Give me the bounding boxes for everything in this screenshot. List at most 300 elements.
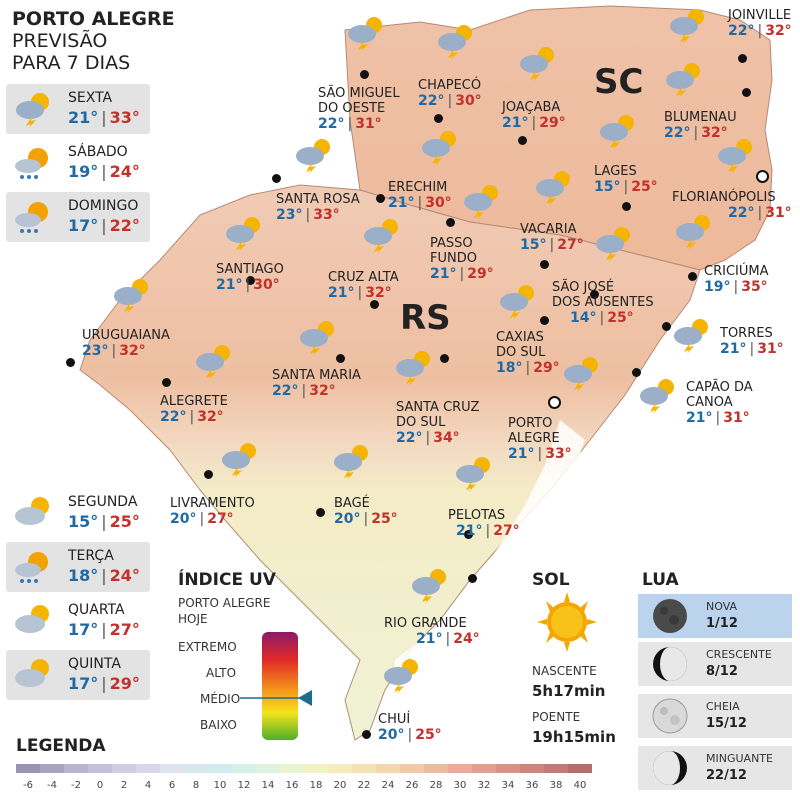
city-name: SANTIAGO [216, 262, 284, 277]
city-passo-fundo [430, 236, 494, 283]
city-temps: 20° | 27° [170, 511, 234, 527]
city-torres [720, 326, 784, 358]
sun-cloud-storm-icon [460, 182, 504, 220]
city-marker-capao-canoa [632, 368, 641, 377]
legend-color-cell [280, 764, 304, 773]
forecast-day-label: SÁBADO [68, 144, 128, 160]
city-temps: 20° | 25° [378, 727, 442, 743]
city-livramento [170, 496, 255, 528]
city-marker-vacaria [540, 260, 549, 269]
legend-tick-label: -2 [71, 780, 81, 791]
sun-cloud-icon [12, 656, 56, 694]
min-temp: 21° [508, 446, 535, 462]
max-temp: 32° [197, 409, 224, 425]
city-temps: 22° | 32° [272, 383, 336, 399]
legend-color-cell [16, 764, 40, 773]
city-temps: 21° | 27° [456, 523, 520, 539]
moon-phase-crescente [638, 642, 792, 686]
sun-cloud-storm-icon [670, 316, 714, 354]
legend-tick-label: 2 [120, 780, 128, 791]
city-name-line2: DO OESTE [318, 101, 386, 116]
city-sao-miguel-do-oeste [318, 86, 400, 133]
legend-color-cell [496, 764, 520, 773]
max-temp: 32° [765, 23, 792, 39]
legend-color-cell [136, 764, 160, 773]
city-name: FLORIANÓPOLIS [672, 190, 776, 205]
moon-phase-minguante [638, 746, 792, 790]
max-temp: 25° [415, 727, 442, 743]
city-temps: 21° | 24° [416, 631, 480, 647]
sun-cloud-storm-icon [12, 90, 56, 128]
max-temp: 31° [355, 116, 382, 132]
max-temp: 31° [723, 410, 750, 426]
min-temp: 17° [68, 674, 99, 693]
legend-tick-label: -4 [47, 780, 57, 791]
moon-phase-cheia [638, 694, 792, 738]
forecast-temps: 17° | 29° [68, 674, 140, 693]
sun-cloud-storm-icon [592, 224, 636, 262]
city-marker-porto-alegre [548, 396, 561, 409]
legend-tick-label: 10 [213, 780, 227, 791]
max-temp: 34° [433, 430, 460, 446]
min-temp: 21° [502, 115, 529, 131]
page-title [12, 8, 175, 74]
legend-tick-label: 30 [453, 780, 467, 791]
city-capao-da-canoa [686, 380, 753, 427]
legend-tick-label: 16 [285, 780, 299, 791]
forecast-temps: 17° | 27° [68, 620, 140, 639]
city-temps: 22° | 31° [728, 205, 792, 221]
city-temps: 22° | 32° [160, 409, 224, 425]
min-temp: 20° [378, 727, 405, 743]
max-temp: 29° [539, 115, 566, 131]
city-temps: 22° | 32° [664, 125, 728, 141]
legend-tick-label: 40 [573, 780, 587, 791]
legend-color-cell [232, 764, 256, 773]
city-marker-santa-maria [336, 354, 345, 363]
uv-scale-bar [240, 630, 320, 742]
city-name: CHUÍ [378, 712, 411, 727]
city-temps: 22° | 30° [418, 93, 482, 109]
title-line2: PREVISÃO [12, 30, 108, 52]
sun-cloud-storm-icon [516, 44, 560, 82]
city-cruz-alta [328, 270, 399, 302]
min-temp: 15° [594, 179, 621, 195]
min-temp: 21° [68, 108, 99, 127]
uv-subtitle-city: PORTO ALEGRE [178, 596, 271, 610]
sun-cloud-storm-icon [532, 168, 576, 206]
forecast-temps: 21° | 33° [68, 108, 140, 127]
city-temps: 21° | 31° [686, 410, 750, 426]
city-marker-livramento [204, 470, 213, 479]
uv-level-alto: ALTO [206, 666, 237, 680]
legend-tick-label: 34 [501, 780, 515, 791]
legend-tick-label: 26 [405, 780, 419, 791]
city-marker-joinville [738, 54, 747, 63]
city-marker-joacaba [518, 136, 527, 145]
city-name: TORRES [720, 326, 773, 341]
city-name: CRICIÚMA [704, 264, 769, 279]
max-temp: 24° [109, 566, 140, 585]
legend-color-cell [88, 764, 112, 773]
min-temp: 23° [82, 343, 109, 359]
city-marker-alegrete [162, 378, 171, 387]
max-temp: 27° [493, 523, 520, 539]
legend-tick-label: 8 [192, 780, 200, 791]
moon-phase-date: 22/12 [706, 768, 747, 783]
city-santa-rosa [276, 192, 360, 224]
city-name: SÃO JOSÉ [552, 280, 615, 295]
city-name: CAPÃO DA [686, 380, 753, 395]
min-temp: 21° [430, 266, 457, 282]
legend-tick-label: 36 [525, 780, 539, 791]
city-name: BLUMENAU [664, 110, 737, 125]
sun-cloud-rain-icon [12, 144, 56, 182]
sun-icon [532, 590, 602, 654]
last-quarter-moon-icon [652, 750, 688, 786]
legend-color-cell [304, 764, 328, 773]
max-temp: 31° [765, 205, 792, 221]
sun-cloud-storm-icon [222, 214, 266, 252]
first-quarter-moon-icon [652, 646, 688, 682]
max-temp: 30° [253, 277, 280, 293]
legend-color-cell [208, 764, 232, 773]
city-temps: 18° | 29° [496, 360, 560, 376]
min-temp: 21° [686, 410, 713, 426]
city-name: ERECHIM [388, 180, 448, 195]
city-joacaba [502, 100, 566, 132]
city-temps: 21° | 32° [328, 285, 392, 301]
city-marker-sao-miguel [360, 70, 369, 79]
city-name: SÃO MIGUEL [318, 86, 400, 101]
city-name-line2: DO SUL [496, 345, 546, 360]
legend-tick-label: 38 [549, 780, 563, 791]
city-lages [594, 164, 658, 196]
city-name: ALEGRETE [160, 394, 228, 409]
min-temp: 22° [728, 205, 755, 221]
city-chapeco [418, 78, 482, 110]
min-temp: 22° [664, 125, 691, 141]
city-temps: 22° | 34° [396, 430, 460, 446]
city-name: CRUZ ALTA [328, 270, 399, 285]
forecast-temps: 18° | 24° [68, 566, 140, 585]
max-temp: 25° [371, 511, 398, 527]
city-rio-grande [384, 616, 480, 648]
title-city: PORTO ALEGRE [12, 8, 175, 30]
forecast-day-label: SEXTA [68, 90, 113, 106]
min-temp: 20° [170, 511, 197, 527]
forecast-temps: 19° | 24° [68, 162, 140, 181]
city-temps: 23° | 33° [276, 207, 340, 223]
sun-cloud-storm-icon [292, 136, 336, 174]
legend-tick-label: 14 [261, 780, 275, 791]
legend-color-cell [184, 764, 208, 773]
moon-phase-name: MINGUANTE [706, 752, 773, 765]
legend-color-cell [112, 764, 136, 773]
min-temp: 23° [276, 207, 303, 223]
city-name-line2: DO SUL [396, 415, 446, 430]
legend-tick-label: 20 [333, 780, 347, 791]
forecast-day-label: SEGUNDA [68, 494, 138, 510]
city-marker-caxias [540, 316, 549, 325]
sun-cloud-icon [12, 602, 56, 640]
city-chui [378, 712, 442, 744]
sun-cloud-storm-icon [452, 454, 496, 492]
forecast-day-label: TERÇA [68, 548, 114, 564]
max-temp: 33° [545, 446, 572, 462]
city-name: CHAPECÓ [418, 78, 482, 93]
sunset-label: POENTE [532, 710, 581, 724]
city-temps: 22° | 31° [318, 116, 382, 132]
max-temp: 31° [757, 341, 784, 357]
legend-color-cell [64, 764, 88, 773]
max-temp: 25° [109, 512, 140, 531]
city-temps: 22° | 32° [728, 23, 792, 39]
sun-cloud-storm-icon [296, 318, 340, 356]
max-temp: 25° [607, 310, 634, 326]
legend-color-cell [544, 764, 568, 773]
max-temp: 33° [313, 207, 340, 223]
city-name: CAXIAS [496, 330, 544, 345]
min-temp: 18° [68, 566, 99, 585]
min-temp: 22° [728, 23, 755, 39]
moon-phase-date: 8/12 [706, 664, 738, 679]
city-temps: 21° | 29° [502, 115, 566, 131]
min-temp: 17° [68, 216, 99, 235]
city-marker-torres [662, 322, 671, 331]
max-temp: 24° [109, 162, 140, 181]
min-temp: 22° [272, 383, 299, 399]
city-name: PASSO [430, 236, 473, 251]
forecast-day-label: QUINTA [68, 656, 121, 672]
city-marker-bage [316, 508, 325, 517]
max-temp: 32° [309, 383, 336, 399]
city-marker-santa-rosa [272, 174, 281, 183]
city-florianopolis [672, 190, 792, 222]
city-santiago [216, 262, 284, 294]
city-uruguaiana [82, 328, 170, 360]
moon-phase-name: CRESCENTE [706, 648, 772, 661]
min-temp: 21° [720, 341, 747, 357]
sunrise-label: NASCENTE [532, 664, 597, 678]
sun-cloud-storm-icon [330, 442, 374, 480]
sun-cloud-rain-icon [12, 198, 56, 236]
city-marker-criciuma [688, 272, 697, 281]
sunrise-time: 5h17min [532, 682, 606, 700]
sun-cloud-rain-icon [12, 548, 56, 586]
max-temp: 29° [533, 360, 560, 376]
sun-cloud-storm-icon [192, 342, 236, 380]
legend-tick-label: 24 [381, 780, 395, 791]
moon-phase-name: NOVA [706, 600, 738, 613]
legend-color-cell [256, 764, 280, 773]
city-name: VACARIA [520, 222, 577, 237]
city-santa-maria [272, 368, 361, 400]
city-pelotas [448, 508, 520, 540]
uv-title: ÍNDICE UV [178, 570, 276, 590]
city-temps: 14° | 25° [570, 310, 634, 326]
min-temp: 19° [704, 279, 731, 295]
sun-cloud-storm-icon [408, 566, 452, 604]
moon-phase-name: CHEIA [706, 700, 740, 713]
city-temps: 23° | 32° [82, 343, 146, 359]
max-temp: 35° [741, 279, 768, 295]
new-moon-icon [652, 598, 688, 634]
sun-cloud-storm-icon [110, 276, 154, 314]
sun-cloud-storm-icon [360, 216, 404, 254]
legend-tick-label: 32 [477, 780, 491, 791]
legend-color-cell [400, 764, 424, 773]
city-name: RIO GRANDE [384, 616, 467, 631]
city-bage [334, 496, 398, 528]
uv-level-extremo: EXTREMO [178, 640, 237, 654]
forecast-day-sexta [6, 84, 150, 134]
sunset-time: 19h15min [532, 728, 616, 746]
legend-color-cell [472, 764, 496, 773]
legend-color-cell [568, 764, 592, 773]
legend-tick-label: 4 [144, 780, 152, 791]
uv-level-baixo: BAIXO [200, 718, 237, 732]
city-temps: 21° | 30° [216, 277, 280, 293]
max-temp: 29° [109, 674, 140, 693]
city-temps: 19° | 35° [704, 279, 768, 295]
city-name: PORTO [508, 416, 553, 431]
moon-phase-nova [638, 594, 792, 638]
max-temp: 30° [425, 195, 452, 211]
city-marker-lages [622, 202, 631, 211]
city-criciuma [704, 264, 768, 296]
sun-cloud-storm-icon [636, 376, 680, 414]
legend-tick-label: -6 [23, 780, 33, 791]
sun-cloud-icon [12, 494, 56, 532]
title-line3: PARA 7 DIAS [12, 52, 131, 74]
city-temps: 15° | 25° [594, 179, 658, 195]
uv-level-medio: MÉDIO [200, 692, 241, 706]
min-temp: 21° [328, 285, 355, 301]
city-marker-chapeco [434, 114, 443, 123]
city-marker-blumenau [742, 88, 751, 97]
city-marker-erechim [376, 194, 385, 203]
forecast-temps: 17° | 22° [68, 216, 140, 235]
min-temp: 15° [520, 237, 547, 253]
sol-title: SOL [532, 570, 570, 590]
min-temp: 22° [396, 430, 423, 446]
legend-color-cell [520, 764, 544, 773]
forecast-day-domingo [6, 192, 150, 242]
moon-phase-date: 15/12 [706, 716, 747, 731]
city-name: SANTA CRUZ [396, 400, 480, 415]
sun-cloud-storm-icon [596, 112, 640, 150]
min-temp: 22° [318, 116, 345, 132]
city-blumenau [664, 110, 737, 142]
min-temp: 17° [68, 620, 99, 639]
city-erechim [388, 180, 452, 212]
city-joinville [728, 8, 792, 40]
city-name: SANTA ROSA [276, 192, 360, 207]
city-name-line2: FUNDO [430, 251, 477, 266]
city-marker-florianopolis [756, 170, 769, 183]
legend-color-cell [160, 764, 184, 773]
sun-cloud-storm-icon [496, 282, 540, 320]
city-caxias-do-sul [496, 330, 560, 377]
city-porto-alegre [508, 416, 572, 463]
city-marker-rio-grande [468, 574, 477, 583]
city-name: LIVRAMENTO [170, 496, 255, 511]
forecast-day-sabado [6, 138, 150, 188]
city-name: LAGES [594, 164, 637, 179]
max-temp: 27° [207, 511, 234, 527]
legend-color-cell [328, 764, 352, 773]
city-temps: 15° | 27° [520, 237, 584, 253]
sun-cloud-storm-icon [418, 128, 462, 166]
city-name-line2: ALEGRE [508, 431, 560, 446]
city-marker-passo-fundo [446, 218, 455, 227]
max-temp: 29° [467, 266, 494, 282]
forecast-day-terca [6, 542, 150, 592]
city-vacaria [520, 222, 584, 254]
max-temp: 32° [365, 285, 392, 301]
min-temp: 22° [418, 93, 445, 109]
city-name: SANTA MARIA [272, 368, 361, 383]
city-name: JOAÇABA [502, 100, 561, 115]
city-temps: 21° | 30° [388, 195, 452, 211]
max-temp: 24° [453, 631, 480, 647]
lua-title: LUA [642, 570, 679, 590]
legend-tick-label: 18 [309, 780, 323, 791]
forecast-temps: 15° | 25° [68, 512, 140, 531]
min-temp: 14° [570, 310, 597, 326]
city-marker-chui [362, 730, 371, 739]
min-temp: 21° [456, 523, 483, 539]
uv-subtitle-today: HOJE [178, 612, 208, 626]
forecast-day-label: DOMINGO [68, 198, 139, 214]
max-temp: 30° [455, 93, 482, 109]
min-temp: 21° [216, 277, 243, 293]
forecast-day-segunda [6, 488, 150, 538]
min-temp: 19° [68, 162, 99, 181]
sun-cloud-storm-icon [434, 22, 478, 60]
city-name-line2: DOS AUSENTES [552, 295, 654, 310]
forecast-day-quinta [6, 650, 150, 700]
sun-cloud-storm-icon [218, 440, 262, 478]
max-temp: 27° [109, 620, 140, 639]
city-name: URUGUAIANA [82, 328, 170, 343]
city-name-line2: CANOA [686, 395, 733, 410]
min-temp: 21° [416, 631, 443, 647]
legend-color-cell [40, 764, 64, 773]
sun-cloud-storm-icon [380, 656, 424, 694]
forecast-day-quarta [6, 596, 150, 646]
city-temps: 20° | 25° [334, 511, 398, 527]
city-alegrete [160, 394, 228, 426]
full-moon-icon [652, 698, 688, 734]
legend-color-cell [352, 764, 376, 773]
max-temp: 33° [109, 108, 140, 127]
city-name: BAGÉ [334, 496, 370, 511]
city-name: PELOTAS [448, 508, 506, 523]
legend-color-cell [448, 764, 472, 773]
legend-color-cell [424, 764, 448, 773]
city-name: JOINVILLE [728, 8, 792, 23]
legend-tick-label: 22 [357, 780, 371, 791]
city-sao-jose-dos-ausentes [552, 280, 654, 327]
max-temp: 25° [631, 179, 658, 195]
min-temp: 18° [496, 360, 523, 376]
min-temp: 22° [160, 409, 187, 425]
sun-cloud-storm-icon [392, 348, 436, 386]
min-temp: 15° [68, 512, 99, 531]
legend-tick-label: 28 [429, 780, 443, 791]
